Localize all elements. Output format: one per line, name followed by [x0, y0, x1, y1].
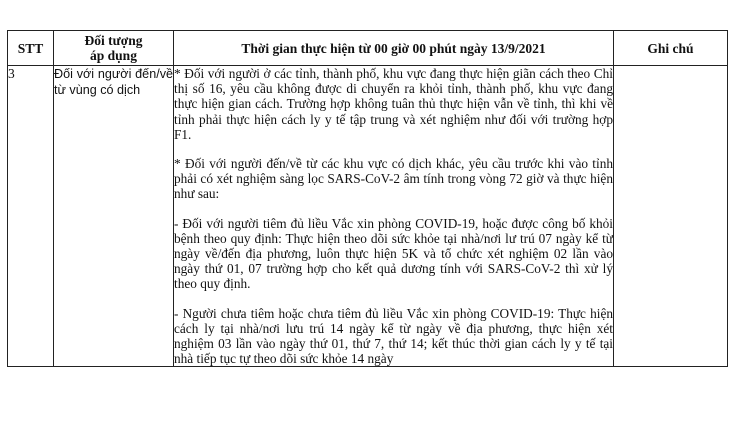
regulation-table — [7, 30, 728, 367]
header-subject — [54, 31, 174, 66]
row-stt: 3 — [8, 66, 54, 367]
measure-paragraph: - Đối với người tiêm đủ liều Vắc xin phòng COVID-19, hoặc được công bố khỏi bệnh theo quy định: Thực hiện theo dõi sức khỏe tại nhà/nơi lư trú 07 ngày kể từ ngày về/đến địa phương, luôn thực hiện 5K và tổ chức xét nghiệm 02 lần vào ngày thứ 01, 07 trường hợp cho kết quả dương tính với SARS-CoV-2 thì xử lý theo quy định. — [174, 215, 613, 292]
header-time: Thời gian thực hiện từ 00 giờ 00 phút ngày 13/9/2021 — [174, 31, 614, 66]
measure-paragraph: * Đối với người đến/về từ các khu vực có dịch khác, yêu cầu trước khi vào tỉnh phải có xét nghiệm sàng lọc SARS-CoV-2 âm tính trong vòng 72 giờ và thực hiện như sau: — [174, 156, 613, 202]
header-row — [8, 31, 728, 66]
row-notes — [614, 66, 728, 367]
measure-paragraph: * Đối với người ở các tỉnh, thành phố, khu vực đang thực hiện giãn cách theo Chỉ thị số 16, yêu cầu không được di chuyển ra khỏi tỉnh, thành phố, khu vực đang thực hiện gian cách. Trường hợp không tuân thủ thực hiện vẫn về tỉnh, thì khi về tỉnh phải thực hiện cách ly y tế tập trung và xét nghiệm như đối với trường hợp F1. — [174, 66, 613, 142]
table-row — [8, 66, 728, 367]
header-stt: STT — [8, 31, 54, 66]
header-subject-line1: Đối tượng — [84, 33, 143, 48]
measure-paragraph: - Người chưa tiêm hoặc chưa tiêm đủ liều Vắc xin phòng COVID-19: Thực hiện cách ly tại nhà/nơi lưu trú 14 ngày kể từ ngày về địa phương, thực hiện xét nghiệm 03 lần vào ngày thứ 01, thứ 7, thứ 14; kết thúc thời gian cách ly y tế tại nhà tiếp tục tự theo dõi sức khỏe 14 ngày — [174, 305, 613, 367]
header-subject-line2: áp dụng — [90, 48, 137, 63]
row-subject: Đối với người đến/về từ vùng có dịch — [54, 66, 174, 367]
row-measures — [174, 66, 614, 367]
header-notes: Ghi chú — [614, 31, 728, 66]
